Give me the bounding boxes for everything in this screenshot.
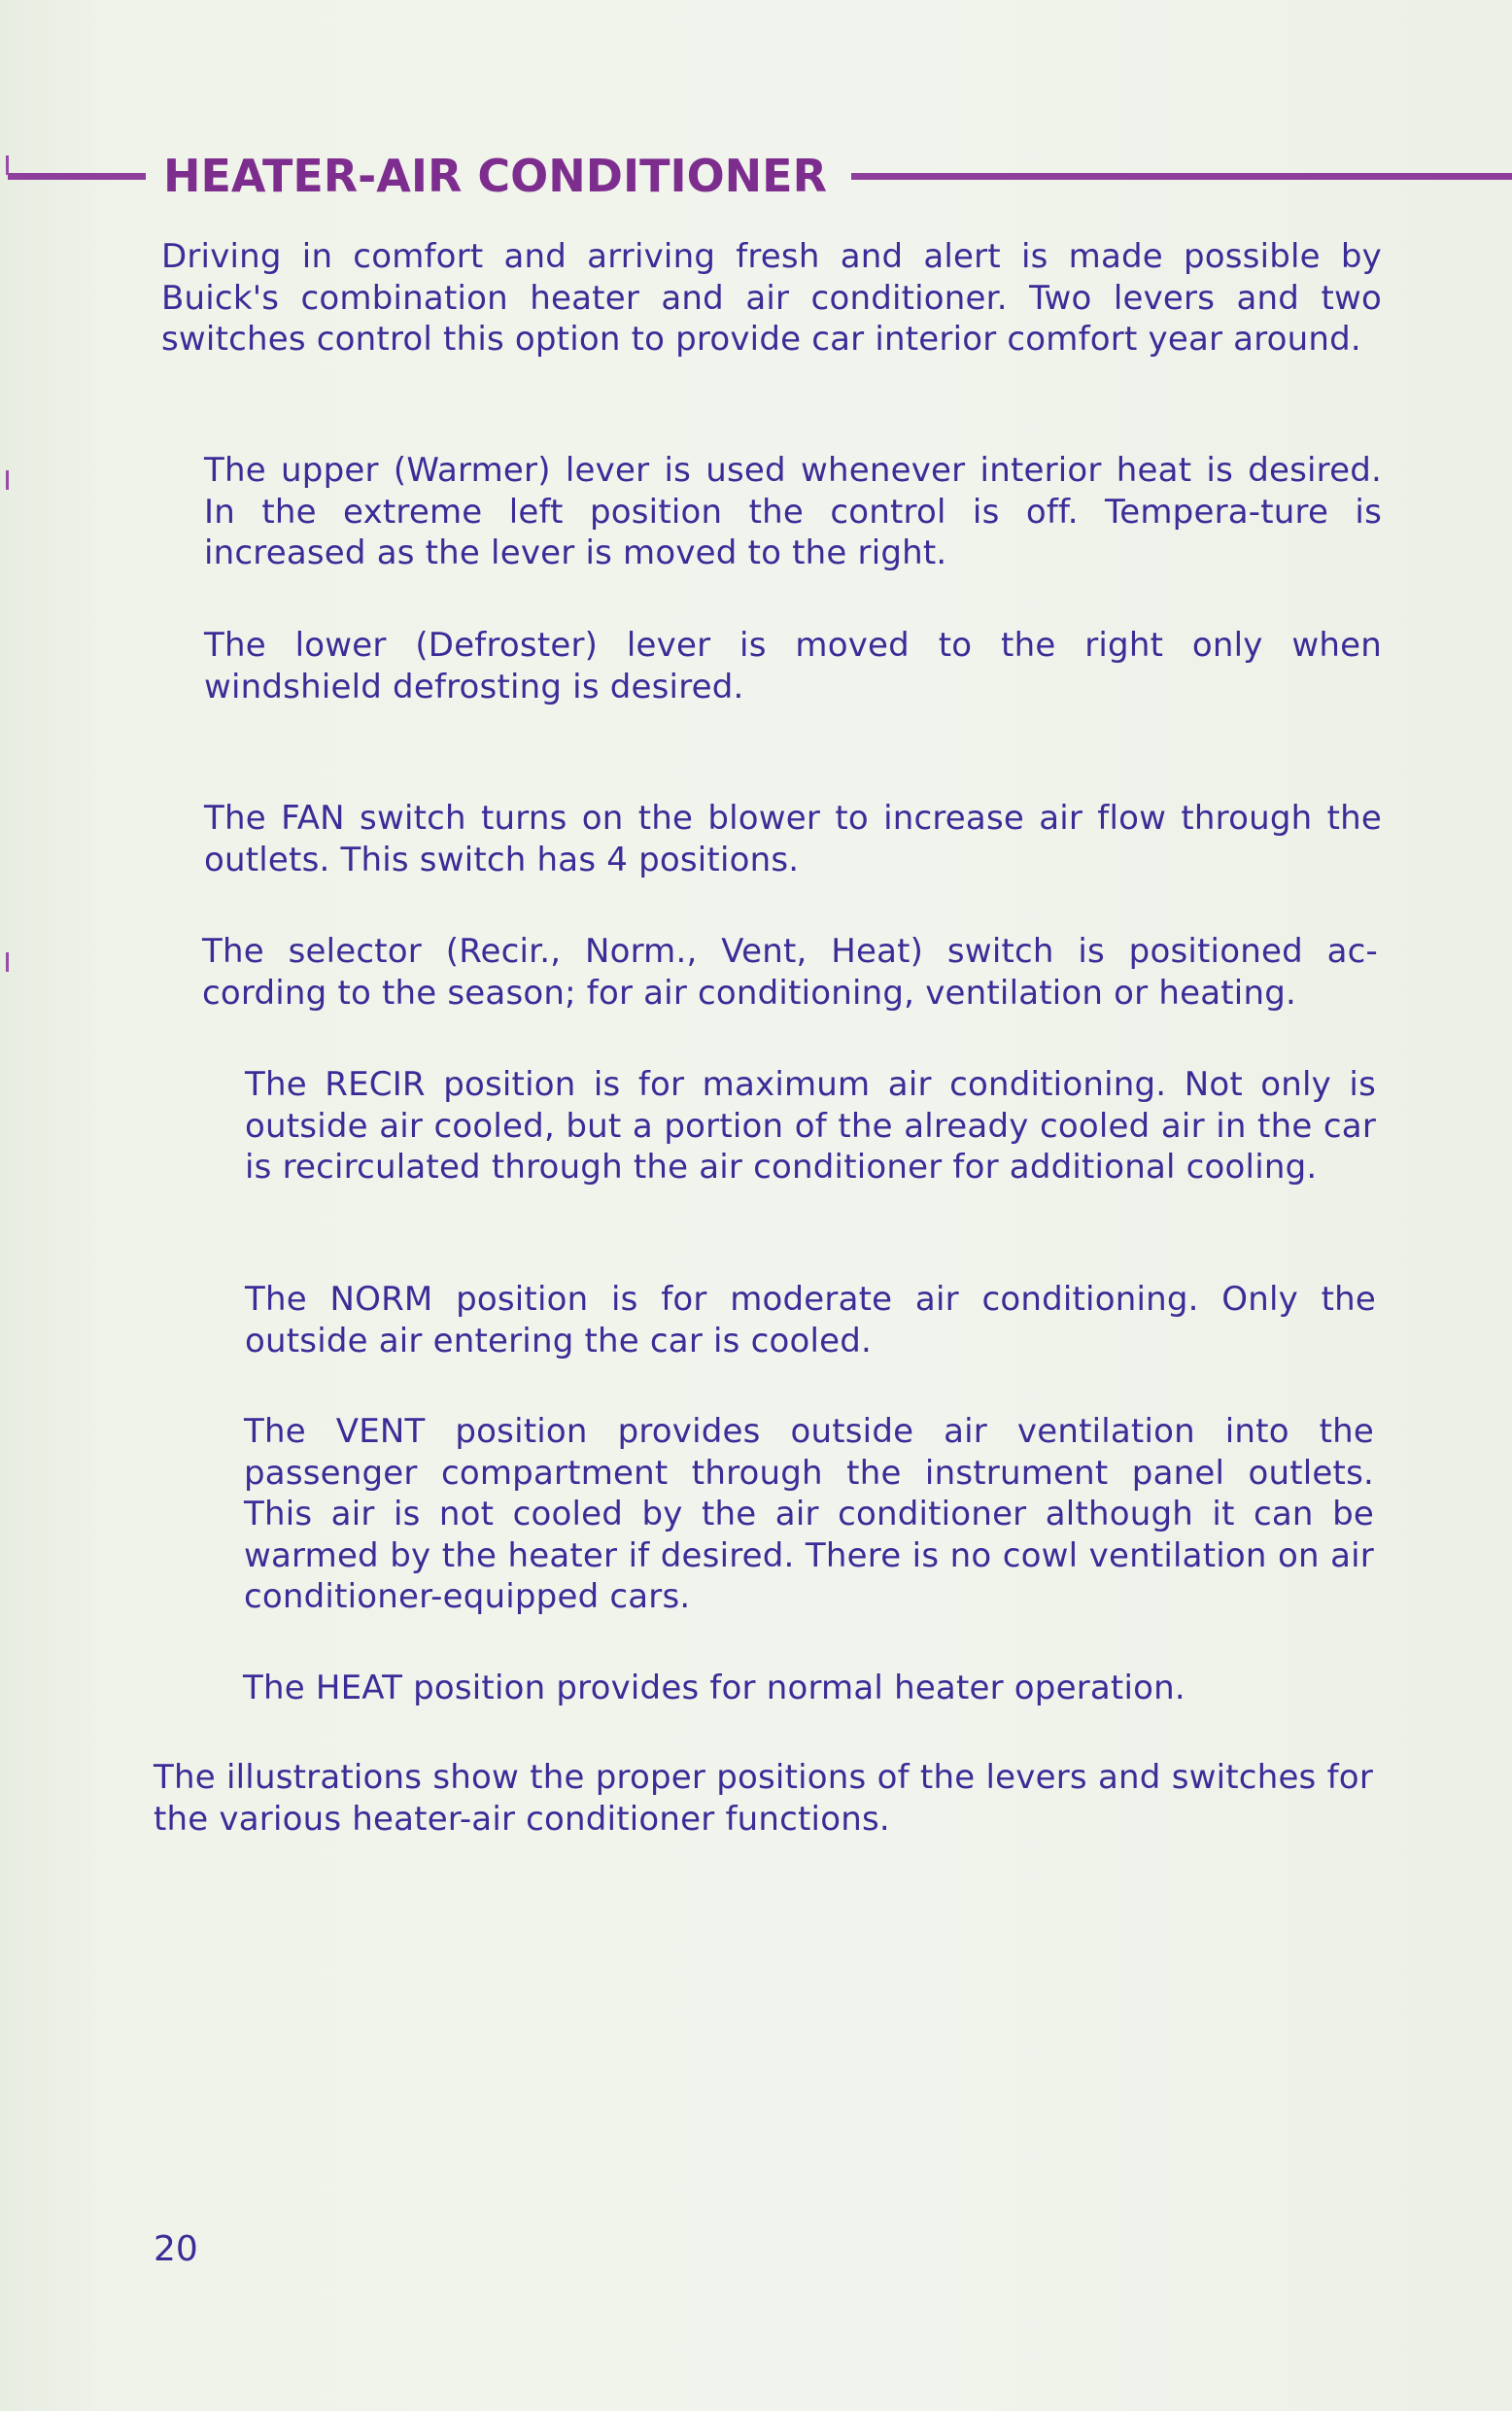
section-title: HEATER-AIR CONDITIONER: [163, 150, 828, 202]
selector-switch-paragraph: The selector (Recir., Norm., Vent, Heat) switch is positioned ac-cording to the season; for air conditioning, ventilation or heating.: [202, 932, 1378, 1013]
intro-paragraph: Driving in comfort and arriving fresh and alert is made possible by Buick's combination heater and air conditioner. Two levers and two switches control this option to provide car interior comfort year around.: [161, 237, 1382, 359]
recir-position-paragraph: The RECIR position is for maximum air conditioning. Not only is outside air cooled, but a portion of the already cooled air in the car is recirculated through the air conditioner for additional cooling.: [245, 1065, 1376, 1187]
lower-lever-paragraph: The lower (Defroster) lever is moved to the right only when windshield defrosting is desired.: [204, 626, 1382, 706]
margin-mark: [6, 952, 9, 972]
upper-lever-paragraph: The upper (Warmer) lever is used whenever interior heat is desired. In the extreme left position the control is off. Tempera-ture is increased as the lever is moved to the right.: [204, 451, 1382, 572]
heat-position-paragraph: The HEAT position provides for normal heater operation.: [243, 1669, 1186, 1707]
margin-mark: [6, 155, 9, 175]
norm-position-paragraph: The NORM position is for moderate air conditioning. Only the outside air entering the car is cooled.: [245, 1280, 1376, 1360]
header-rule-left: [8, 173, 146, 180]
fan-switch-paragraph: The FAN switch turns on the blower to increase air flow through the outlets. This switch has 4 positions.: [204, 799, 1382, 879]
illustrations-paragraph: The illustrations show the proper positions of the levers and switches for the various heater-air conditioner functions.: [154, 1758, 1373, 1839]
vent-position-paragraph: The VENT position provides outside air ventilation into the passenger compartment through the instrument panel outlets. This air is not cooled by the air conditioner although it can be warmed by the heater if desired. There is no cowl ventilation on air conditioner-equipped cars.: [244, 1412, 1374, 1616]
header-rule-right: [851, 173, 1512, 180]
margin-mark: [6, 470, 9, 490]
page-number: 20: [154, 2229, 198, 2269]
section-header: [0, 144, 1512, 208]
